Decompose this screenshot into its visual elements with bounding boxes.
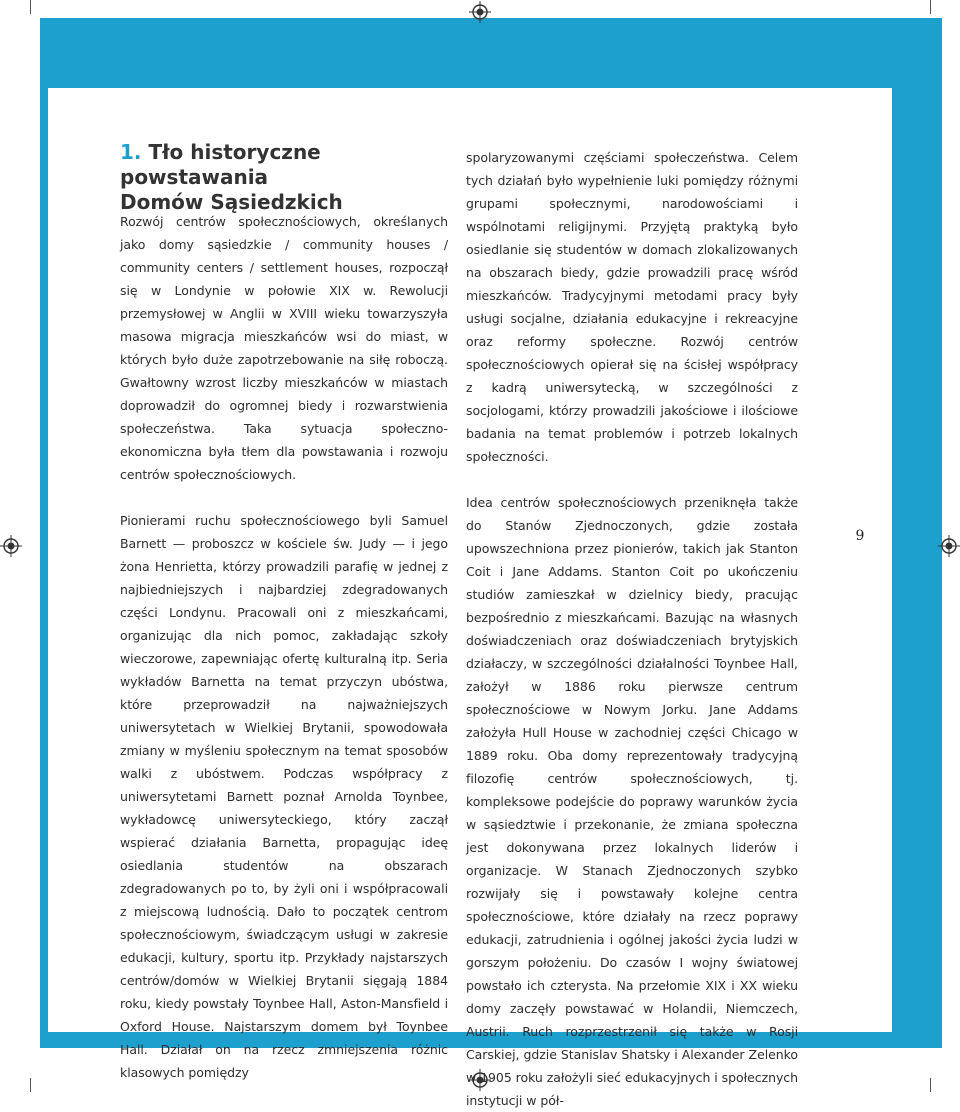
section-title [120,140,450,215]
registration-mark-icon [938,535,960,557]
crop-mark [930,0,931,14]
paragraph: Rozwój centrów społecznościowych, określanych jako domy sąsiedzkie / community houses / community centers / settlement houses, rozpoczął się w Londynie w połowie XIX w. Rewolucji przemysłowej w Anglii w XVIII wieku towarzyszyła masowa migracja mieszkańców wsi do miast, w których było duże zapotrzebowanie na siłę roboczą. Gwałtowny wzrost liczby mieszkańców w miastach doprowadził do ogromnej biedy i rozwarstwienia społeczeństwa. Taka sytuacja społeczno-ekonomiczna była tłem dla powstawania i rozwoju centrów społecznościowych. [120,214,448,482]
section-number: 1. [120,140,142,164]
crop-mark [930,1078,931,1092]
paragraph: Idea centrów społecznościowych przeniknęła także do Stanów Zjednoczonych, gdzie została upowszechniona przez pionierów, takich jak Stanton Coit i Jane Addams. Stanton Coit po ukończeniu studiów zamieszkał w dzielnicy biedy, pracując bezpośrednio z mieszkańcami. Bazując na własnych doświadczeniach oraz doświadczeniach brytyjskich działaczy, w szczególności działalności Toynbee Hall, założył w 1886 roku pierwsze centrum społecznościowe w Nowym Jorku. Jane Addams założyła Hull House w zachodniej części Chicago w 1889 roku. Oba domy reprezentowały tradycyjną filozofię centrów społecznościowych, tj. kompleksowe podejście do poprawy warunków życia w sąsiedztwie i przekonanie, że zmiana społeczna jest dokonywana przez lokalnych liderów i organizacje. W Stanach Zjednoczonych szybko rozwijały się i powstawały kolejne centra społecznościowe, które działały na rzecz poprawy edukacji, zatrudnienia i ogólnej jakości życia ludzi w gorszym położeniu. Do czasów I wojny światowej powstało ich czterysta. Na przełomie XIX i XX wieku domy zaczęły powstawać w Holandii, Niemczech, Austrii. Ruch rozprzestrzenił się także w Rosji Carskiej, gdzie Stanislav Shatsky i Alexander Zelenko w 1905 roku założyli sieć edukacyjnych i społecznych instytucji w pół- [466,495,798,1108]
left-column [120,210,448,1084]
right-column [466,146,798,1112]
paragraph: spolaryzowanymi częściami społeczeństwa. Celem tych działań było wypełnienie luki pomiędzy różnymi grupami społecznymi, narodowościami i wspólnotami religijnymi. Przyjętą praktyką było osiedlanie się studentów w domach zlokalizowanych na obszarach biedy, gdzie prowadzili pracę wśród mieszkańców. Tradycyjnymi metodami pracy były usługi socjalne, działania edukacyjne i rekreacyjne oraz reformy społeczne. Rozwój centrów społecznościowych opierał się na ścisłej współpracy z kadrą uniwersytecką, w szczególności z socjologami, którzy prowadzili jakościowe i ilościowe badania na temat problemów i potrzeb lokalnych społeczności. [466,150,798,464]
registration-mark-icon [469,1,491,23]
paragraph: Pionierami ruchu społecznościowego byli Samuel Barnett — proboszcz w kościele św. Judy — i jego żona Henrietta, którzy prowadzili parafię w jednej z najbiedniejszych i najbardziej zdegradowanych części Londynu. Pracowali oni z mieszkańcami, organizując dla nich pomoc, zakładając szkoły wieczorowe, zapewniając ofertę kulturalną itp. Seria wykładów Barnetta na temat przyczyn ubóstwa, które przeprowadził na najważniejszych uniwersytetach w Wielkiej Brytanii, spowodowała zmiany w myśleniu społecznym na temat sposobów walki z ubóstwem. Podczas współpracy z uniwersytetami Barnett poznał Arnolda Toynbee, wykładowcę uniwersyteckiego, który zaczął wspierać działania Barnetta, propagując ideę osiedlania studentów na obszarach zdegradowanych po to, by żyli oni i współpracowali z miejscową ludnością. Dało to początek centrom społecznościowym, świadczącym usługi w zakresie edukacji, kultury, sportu itp. Przykłady najstarszych centrów/domów w Wielkiej Brytanii sięgają 1884 roku, kiedy powstały Toynbee Hall, Aston-Mansfield i Oxford House. Najstarszym domem był Toynbee Hall. Działał on na rzecz zmniejszenia różnic klasowych pomiędzy [120,513,448,1080]
crop-mark [30,0,31,14]
section-title-line-1: Tło historyczne powstawania [120,140,321,189]
frame-top-bar [40,18,942,88]
registration-mark-icon [0,535,22,557]
section-title-line-2: Domów Sąsiedzkich [120,190,343,214]
frame-left-bar [40,18,48,1048]
crop-mark [30,1078,31,1092]
frame-right-bar [892,18,942,1048]
page-number: 9 [855,528,865,544]
